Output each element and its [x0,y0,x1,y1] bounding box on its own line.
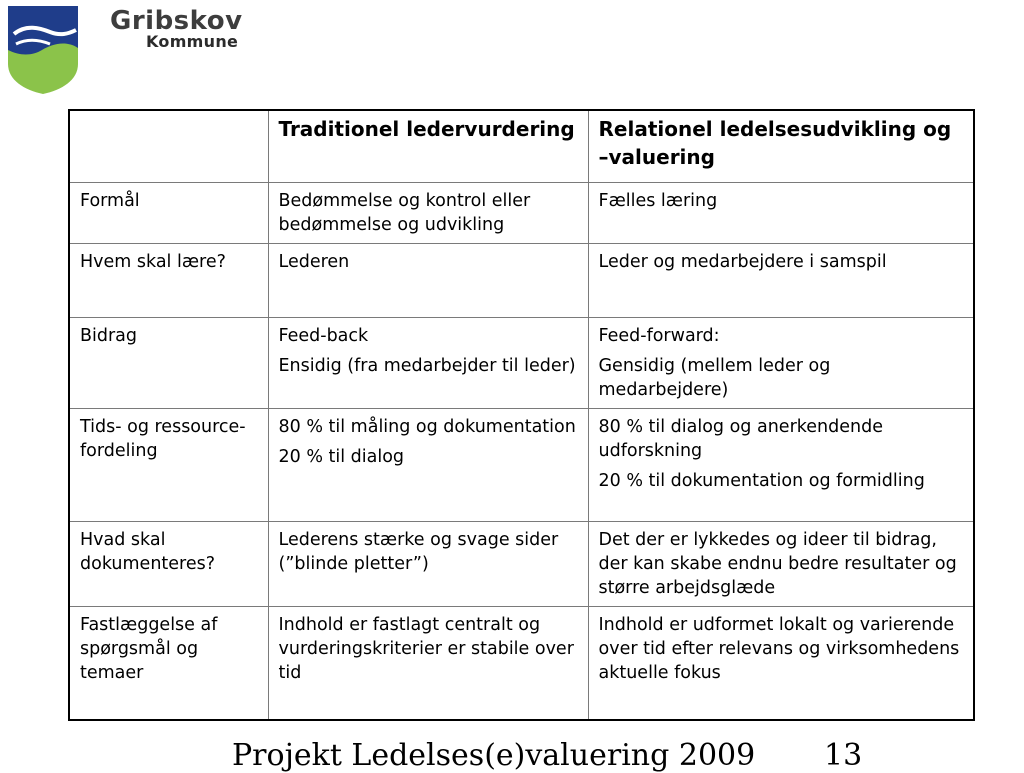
table-row [69,243,974,317]
relational-cell [588,606,974,720]
table-header-row [69,110,974,182]
row-label: Hvem skal lære? [69,243,268,317]
cell-text: Lederen [278,251,350,272]
gribskov-logo [6,4,268,96]
traditional-cell [268,606,588,720]
traditional-cell [268,521,588,606]
comparison-table [68,109,975,721]
row-label: Formål [69,182,268,243]
header-empty-cell [69,110,268,182]
row-label: Hvad skal dokumenteres? [69,521,268,606]
page-number: 13 [824,738,863,773]
logo-shield-icon [6,4,81,96]
cell-text: Bedømmelse og kontrol eller bedømmelse og udvikling [278,190,531,235]
relational-cell [588,521,974,606]
cell-text: 80 % til dialog og anerkendende udforskning [598,416,883,461]
table-row [69,606,974,720]
relational-cell [588,317,974,408]
cell-text: 20 % til dokumentation og formidling [598,470,925,491]
cell-text: Gensidig (mellem leder og medarbejdere) [598,355,831,400]
table-row [69,408,974,521]
cell-text: Indhold er fastlagt centralt og vurderingskriterier er stabile over tid [278,614,574,683]
footer-title: Projekt Ledelses(e)valuering 2009 [232,738,756,773]
cell-text: Feed-forward: [598,325,720,346]
cell-text: Feed-back [278,325,369,346]
traditional-cell [268,243,588,317]
relational-cell [588,182,974,243]
cell-text: Fælles læring [598,190,718,211]
row-label: Fastlæggelse af spørgsmål og temaer [69,606,268,720]
traditional-cell [268,317,588,408]
row-label: Bidrag [69,317,268,408]
traditional-cell [268,408,588,521]
table-row [69,182,974,243]
row-label: Tids- og ressource-fordeling [69,408,268,521]
cell-text: Indhold er udformet lokalt og varierende over tid efter relevans og virksomhedens aktuelle fokus [598,614,960,683]
cell-text: Leder og medarbejdere i samspil [598,251,887,272]
logo-subtitle: Kommune [146,32,239,51]
table-row [69,317,974,408]
table-row [69,521,974,606]
cell-text: 80 % til måling og dokumentation [278,416,576,437]
header-relational: Relationel ledelsesudvikling og –valuering [588,110,974,182]
cell-text: 20 % til dialog [278,446,405,467]
cell-text: Lederens stærke og svage sider (”blinde pletter”) [278,529,559,574]
traditional-cell [268,182,588,243]
header-traditional: Traditionel ledervurdering [268,110,588,182]
relational-cell [588,408,974,521]
cell-text: Det der er lykkedes og ideer til bidrag, der kan skabe endnu bedre resultater og større arbejdsglæde [598,529,957,598]
relational-cell [588,243,974,317]
logo-name: Gribskov [110,6,243,36]
cell-text: Ensidig (fra medarbejder til leder) [278,355,576,376]
